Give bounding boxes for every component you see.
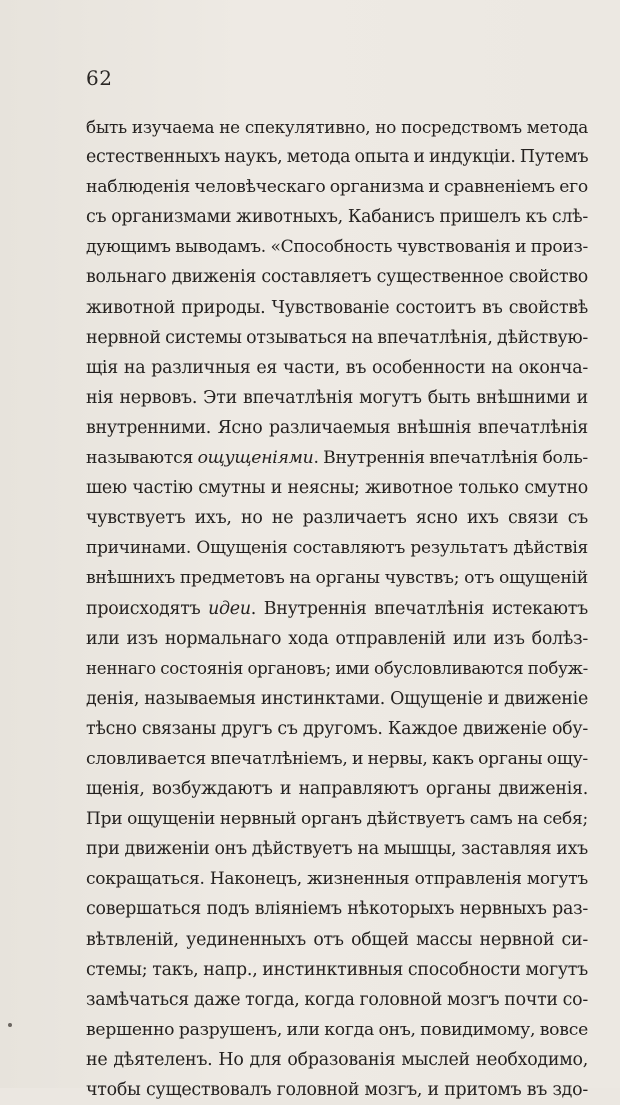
text-line — [86, 323, 588, 353]
text-line — [86, 774, 588, 804]
text-line — [86, 684, 588, 714]
text-segment: . Внутреннія впечатлѣнія боль- — [313, 448, 588, 469]
page-number: 62 — [86, 66, 113, 90]
text-segment: денія, называемыя инстинктами. Ощущеніе и движеніе — [86, 688, 588, 709]
text-segment: называются — [86, 448, 198, 469]
text-segment: естественныхъ наукъ, метода опыта и индукціи. Путемъ — [86, 147, 589, 168]
text-segment: . Внутреннія впечатлѣнія истекаютъ — [250, 598, 588, 619]
text-segment: совершаться подъ вліяніемъ нѣкоторыхъ нервныхъ раз- — [86, 899, 588, 920]
text-segment: щенія, возбуждаютъ и направляютъ органы движенія. — [86, 779, 588, 800]
text-line — [86, 413, 588, 443]
text-segment: вѣтвленій, уединенныхъ отъ общей массы нервной си- — [86, 929, 588, 950]
text-segment: причинами. Ощущенія составляютъ результатъ дѣйствія — [86, 538, 588, 559]
text-segment: наблюденія человѣческаго организма и сравненіемъ его — [86, 177, 588, 198]
text-line — [86, 563, 588, 593]
emphasized-term: идеи — [208, 598, 251, 619]
text-segment: словливается впечатлѣніемъ, и нервы, какъ органы ощу- — [86, 748, 588, 769]
text-segment: внутренними. Ясно различаемыя внѣшнія впечатлѣнія — [86, 417, 588, 438]
text-line — [86, 383, 588, 413]
text-line — [86, 353, 588, 383]
text-segment: нія нервовъ. Эти впечатлѣнія могутъ быть внѣшними и — [86, 387, 588, 408]
text-segment: нервной системы отзываться на впечатлѣнія, дѣйствую- — [86, 327, 588, 348]
text-segment: происходятъ — [86, 598, 209, 619]
text-line — [86, 172, 588, 202]
text-segment: щія на различныя ея части, въ особенности на оконча- — [86, 357, 588, 378]
body-text — [86, 112, 588, 1105]
text-segment: неннаго состоянія органовъ; ими обусловливаются побуж- — [86, 658, 588, 678]
emphasized-term: ощущеніями — [197, 448, 314, 469]
text-line — [86, 503, 588, 533]
text-line — [86, 533, 588, 563]
text-segment: или изъ нормальнаго хода отправленій или изъ болѣз- — [86, 628, 588, 649]
text-line — [86, 1075, 588, 1105]
text-line — [86, 112, 588, 142]
text-line — [86, 1015, 588, 1045]
text-segment: чувствуетъ ихъ, но не различаетъ ясно ихъ связи съ — [86, 508, 588, 529]
text-segment: не дѣятеленъ. Но для образованія мыслей необходимо, — [86, 1049, 588, 1070]
text-line — [86, 262, 588, 292]
text-line — [86, 864, 588, 894]
text-line — [86, 804, 588, 834]
text-segment: быть изучаема не спекулятивно, но посредствомъ метода — [86, 117, 588, 137]
text-line — [86, 834, 588, 864]
text-line — [86, 1045, 588, 1075]
text-line — [86, 654, 588, 684]
text-line — [86, 624, 588, 654]
text-segment: При ощущеніи нервный органъ дѣйствуетъ самъ на себя; — [86, 809, 588, 830]
text-line — [86, 202, 588, 232]
text-line — [86, 594, 588, 624]
text-segment: шею частію смутны и неясны; животное только смутно — [86, 478, 588, 499]
text-segment: замѣчаться даже тогда, когда головной мозгъ почти со- — [86, 989, 588, 1010]
text-line — [86, 473, 588, 503]
text-line — [86, 232, 588, 262]
text-line — [86, 714, 588, 744]
text-line — [86, 925, 588, 955]
text-segment: съ организмами животныхъ, Кабанисъ пришелъ къ слѣ- — [86, 207, 588, 228]
margin-speck — [8, 1023, 12, 1027]
text-line — [86, 894, 588, 924]
text-segment: тѣсно связаны другъ съ другомъ. Каждое движеніе обу- — [86, 718, 588, 739]
text-line — [86, 142, 588, 172]
text-line — [86, 985, 588, 1015]
text-segment: чтобы существовалъ головной мозгъ, и притомъ въ здо- — [86, 1080, 588, 1100]
text-line — [86, 955, 588, 985]
text-segment: вольнаго движенія составляетъ существенное свойство — [86, 267, 588, 288]
text-segment: сокращаться. Наконецъ, жизненныя отправленія могутъ — [86, 869, 588, 890]
text-line — [86, 293, 588, 323]
text-segment: внѣшнихъ предметовъ на органы чувствъ; отъ ощущеній — [86, 568, 588, 589]
text-segment: животной природы. Чувствованіе состоитъ въ свойствѣ — [86, 297, 588, 318]
text-segment: стемы; такъ, напр., инстинктивныя способности могутъ — [86, 959, 588, 980]
text-line — [86, 744, 588, 774]
text-segment: при движеніи онъ дѣйствуетъ на мышцы, заставляя ихъ — [86, 839, 588, 860]
text-line — [86, 443, 588, 473]
text-segment: вершенно разрушенъ, или когда онъ, повидимому, вовсе — [86, 1019, 588, 1040]
text-segment: дующимъ выводамъ. «Способность чувствованія и произ- — [86, 237, 588, 258]
